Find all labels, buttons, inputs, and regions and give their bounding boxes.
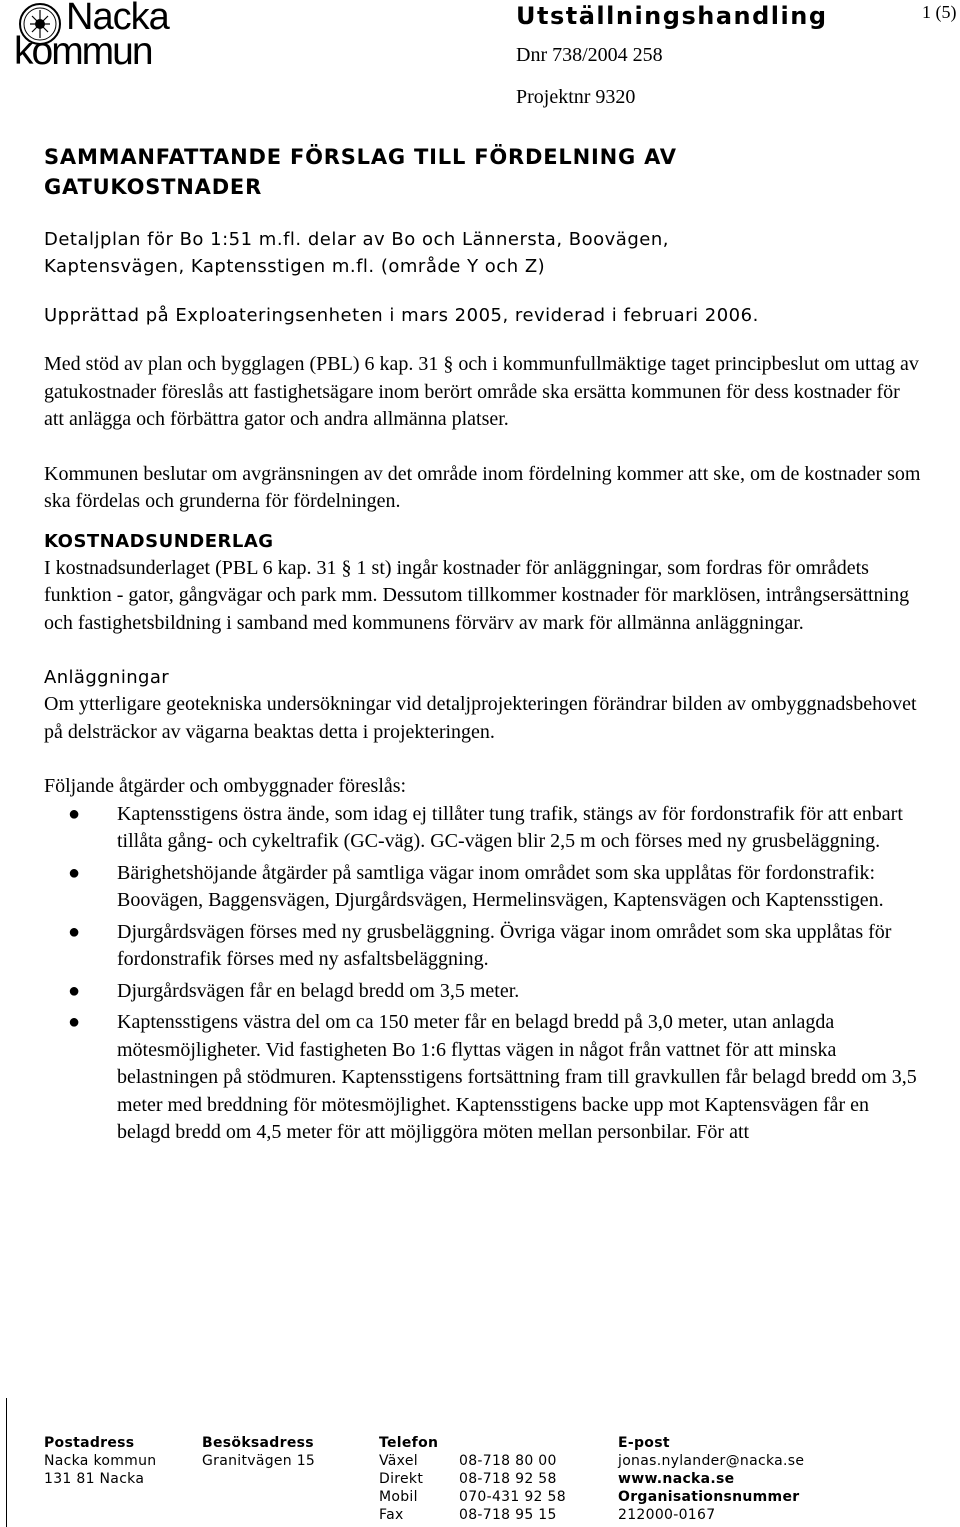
footer-postadress bbox=[44, 1434, 156, 1488]
postadress-line: 131 81 Nacka bbox=[44, 1471, 145, 1487]
list-item bbox=[44, 919, 924, 974]
heading-anlaggningar: Anläggningar bbox=[44, 667, 170, 688]
orgnr-value: 212000-0167 bbox=[618, 1507, 716, 1523]
diary-number: Dnr 738/2004 258 bbox=[516, 44, 663, 66]
title-line: SAMMANFATTANDE FÖRSLAG TILL FÖRDELNING AV bbox=[44, 145, 677, 169]
list-item-text: Kaptensstigens östra ände, som idag ej tillåter tung trafik, stängs av för fordonstrafik för att enbart tillåta gång- och cykeltrafik (GC-väg). GC-vägen blir 2,5 m och förses med ny grusbeläggning. bbox=[117, 802, 903, 852]
phone-number: 08-718 95 15 bbox=[459, 1507, 557, 1523]
title-line: GATUKOSTNADER bbox=[44, 175, 263, 199]
list-item bbox=[44, 1009, 924, 1147]
list-item bbox=[44, 860, 924, 915]
paragraph-legal-basis: Med stöd av plan och bygglagen (PBL) 6 kap. 31 § och i kommunfullmäktige taget principbeslut om uttag av gatukostnader föreslås att fastighetsägare inom berört område ska ersätta kommunen för dess kostnader för att anlägga och förbättra gator och andra allmänna platser. bbox=[44, 353, 919, 430]
footer-besoksadress bbox=[202, 1434, 315, 1470]
footer-telefon-numbers bbox=[459, 1434, 566, 1524]
footer-divider bbox=[6, 1398, 7, 1527]
bullet-icon: ● bbox=[68, 920, 81, 943]
list-item-text: Kaptensstigens västra del om ca 150 meter får en belagd bredd på 3,0 meter, utan anlagda mötesmöjligheter. Vid fastigheten Bo 1:6 flyttas vägen in något från vattnet för att minska belastningen på stödmuren. Kaptensstigens fortsättning fram till gravkullen får belagd bredd om 3,5 meter med breddning för mötesmöjlighet. Kaptensstigens backe upp mot Kaptensvägen får en belagd bredd om 4,5 meter för att möjliggöra möten mellan personbilar. För att bbox=[117, 1011, 917, 1143]
phone-type: Fax bbox=[379, 1507, 404, 1523]
bullet-icon: ● bbox=[68, 979, 81, 1002]
postadress-line: Nacka kommun bbox=[44, 1453, 157, 1469]
logo-text-bottom: kommun bbox=[14, 30, 152, 73]
bullet-icon: ● bbox=[68, 802, 81, 825]
list-item-text: Djurgårdsvägen förses med ny grusbeläggning. Övriga vägar inom området som ska upplåtas för fordonstrafik förses med ny asfaltsbeläggning. bbox=[117, 920, 892, 970]
email-link[interactable]: jonas.nylander@nacka.se bbox=[618, 1453, 805, 1469]
document-body bbox=[44, 142, 924, 1151]
paragraph-decision: Kommunen beslutar om avgränsningen av det område inom fördelning kommer att ske, om de kostnader som ska fördelas och grunderna för fördelningen. bbox=[44, 462, 921, 512]
document-title bbox=[44, 142, 924, 202]
phone-type: Direkt bbox=[379, 1471, 424, 1487]
page-number: 1 (5) bbox=[922, 2, 957, 22]
paragraph-geotechnical: Om ytterligare geotekniska undersökningar vid detaljprojekteringen förändrar bilden av ombyggnadsbehovet på delsträckor av vägarna beaktas detta i projekteringen. bbox=[44, 693, 917, 743]
website-link[interactable]: www.nacka.se bbox=[618, 1471, 735, 1487]
epost-label: E-post bbox=[618, 1435, 670, 1451]
logo-text-top: Nacka bbox=[66, 0, 169, 38]
plan-line: Detaljplan för Bo 1:51 m.fl. delar av Bo och Lännersta, Boovägen, bbox=[44, 229, 669, 250]
list-item bbox=[44, 978, 924, 1006]
phone-number: 08-718 92 58 bbox=[459, 1471, 557, 1487]
phone-number: 070-431 92 58 bbox=[459, 1489, 566, 1505]
project-number: Projektnr 9320 bbox=[516, 86, 636, 108]
footer-epost bbox=[618, 1434, 804, 1524]
orgnr-label: Organisationsnummer bbox=[618, 1489, 800, 1505]
phone-type: Mobil bbox=[379, 1489, 418, 1505]
plan-description bbox=[44, 226, 924, 280]
bullet-icon: ● bbox=[68, 1011, 81, 1033]
prepared-note: Upprättad på Exploateringsenheten i mars 2005, reviderad i februari 2006. bbox=[44, 305, 759, 326]
telefon-label: Telefon bbox=[379, 1435, 439, 1451]
list-item bbox=[44, 801, 924, 856]
phone-number: 08-718 80 00 bbox=[459, 1453, 557, 1469]
list-item-text: Djurgårdsvägen får en belagd bredd om 3,5 meter. bbox=[117, 979, 520, 1002]
paragraph-kostnadsunderlag: I kostnadsunderlaget (PBL 6 kap. 31 § 1 st) ingår kostnader för anläggningar, som fordras för områdets funktion - gator, gångvägar och park mm. Dessutom tillkommer kostnader för marklösen, intrångsersättning och fastighetsbildning i samband med kommunens förvärv av mark för allmänna anläggningar. bbox=[44, 556, 910, 634]
document-type: Utställningshandling bbox=[516, 2, 828, 30]
footer-telefon-labels bbox=[379, 1434, 438, 1524]
paragraph-proposed-measures: Följande åtgärder och ombyggnader föreslås: bbox=[44, 775, 407, 797]
measures-list bbox=[44, 801, 924, 1147]
besoksadress-label: Besöksadress bbox=[202, 1435, 314, 1451]
plan-line: Kaptensvägen, Kaptensstigen m.fl. (område Y och Z) bbox=[44, 256, 546, 277]
nacka-kommun-logo bbox=[14, 0, 184, 72]
heading-kostnadsunderlag: KOSTNADSUNDERLAG bbox=[44, 530, 274, 552]
phone-type: Växel bbox=[379, 1453, 418, 1469]
list-item-text: Bärighetshöjande åtgärder på samtliga vägar inom området som ska upplåtas för fordonstrafik: Boovägen, Baggensvägen, Djurgårdsvägen, Hermelinsvägen, Kaptensvägen och Kaptensstigen. bbox=[117, 861, 884, 911]
postadress-label: Postadress bbox=[44, 1435, 135, 1451]
bullet-icon: ● bbox=[68, 861, 81, 884]
besoksadress-value: Granitvägen 15 bbox=[202, 1453, 316, 1469]
